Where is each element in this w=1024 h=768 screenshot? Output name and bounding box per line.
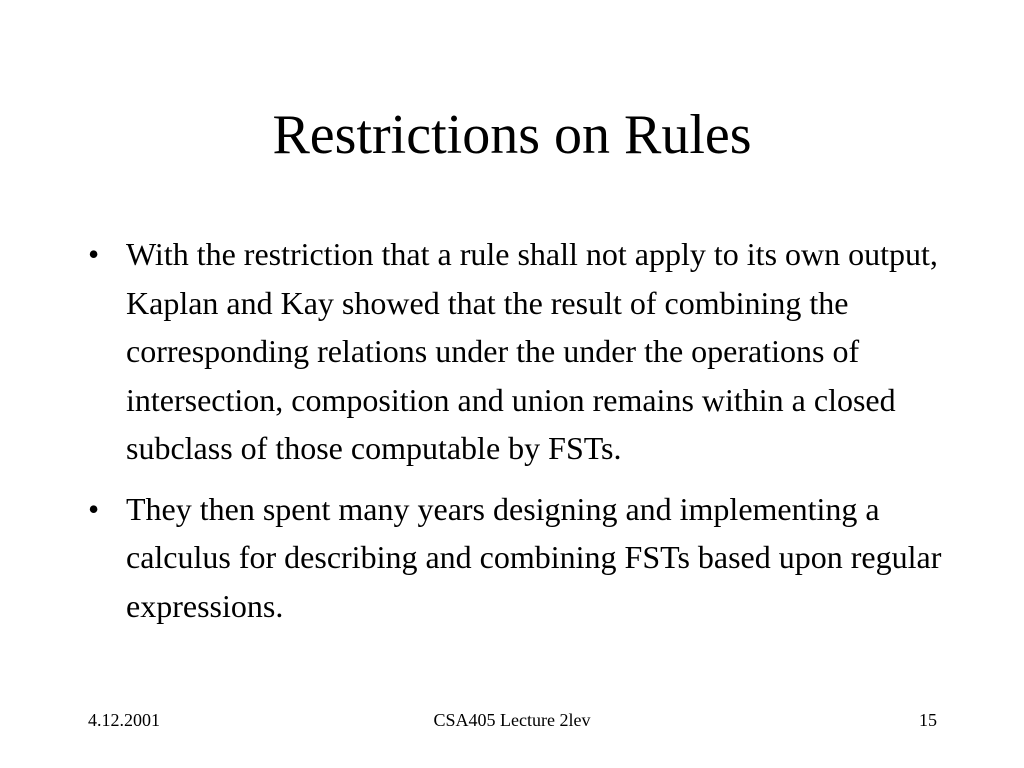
slide-title: Restrictions on Rules [272, 104, 752, 166]
bullet-item [88, 230, 948, 473]
bullet-item [88, 485, 948, 631]
bullet-dot-icon: • [88, 490, 100, 527]
bullet-text: They then spent many years designing and implementing a calculus for describing and combining FSTs based upon regular expressions. [126, 490, 942, 624]
footer-course-label: CSA405 Lecture 2lev [433, 710, 591, 730]
footer-date: 4.12.2001 [88, 710, 160, 730]
bullet-list [88, 230, 948, 642]
bullet-text: With the restriction that a rule shall not apply to its own output, Kaplan and Kay showed that the result of combining the corresponding relations under the under the operations of intersection, composition and union remains within a closed subclass of those computable by FSTs. [126, 236, 938, 466]
footer-page-number: 15 [919, 710, 937, 730]
bullet-dot-icon: • [88, 236, 100, 272]
